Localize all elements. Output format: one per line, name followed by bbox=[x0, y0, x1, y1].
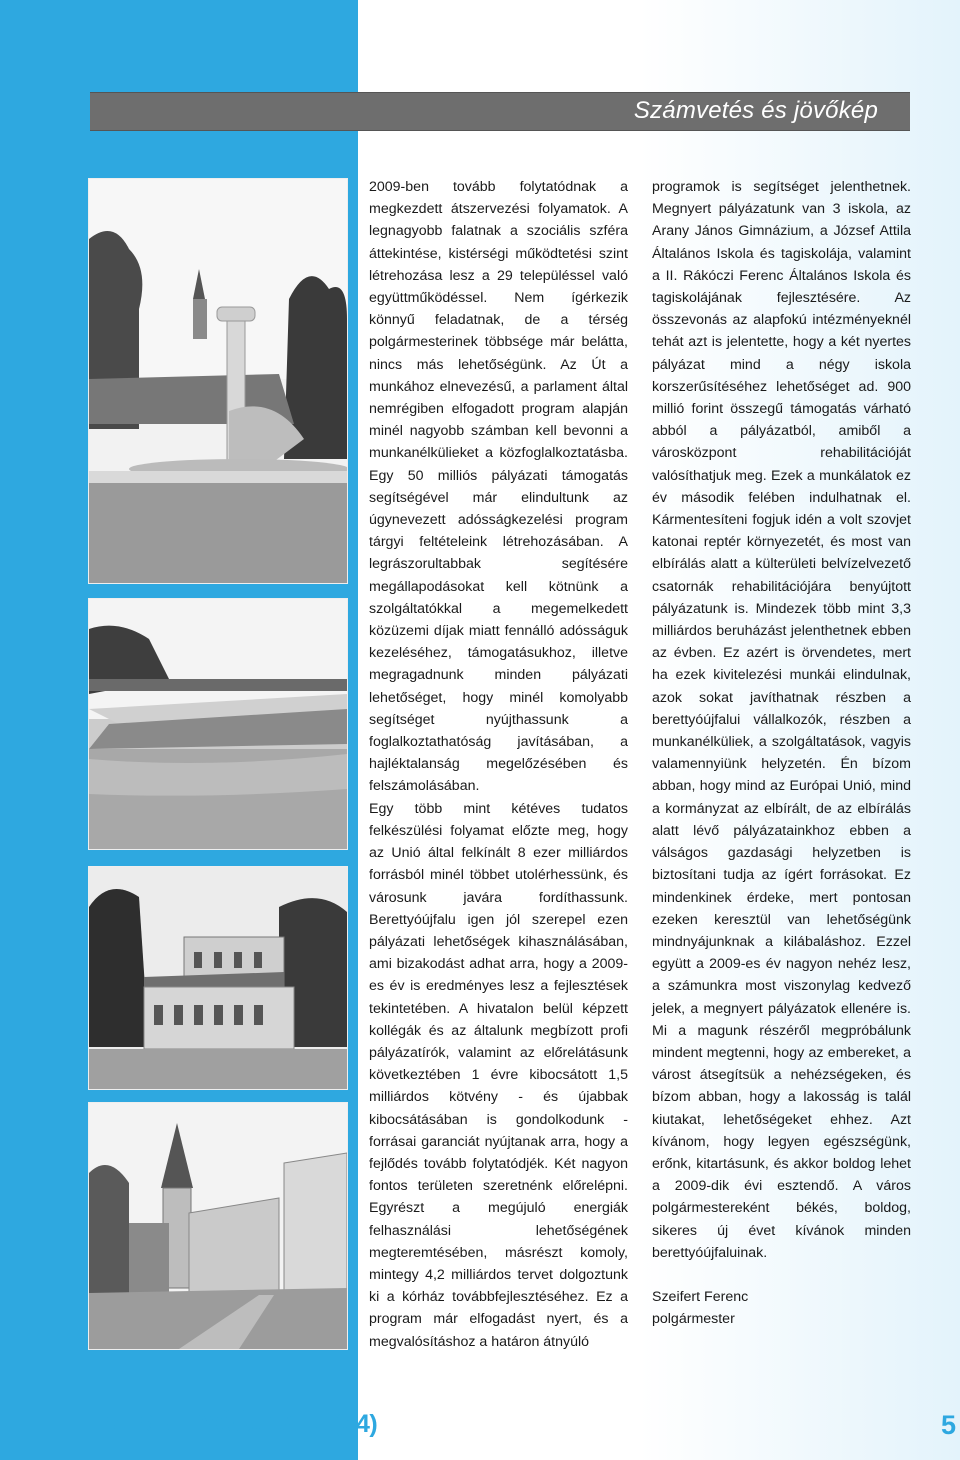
article-paragraph: programok is segítséget jelenthetnek. Megnyert pályázatunk van 3 iskola, az Arany János Gimnázium, a József Attila Általános Iskola és tagiskolája, valamint a II. Rákóczi Ferenc Általános Iskola és tagiskolájának fejlesztésére. Az összevonás az alapfokú intézményeknél tehát azt is jelentette, hogy a két nyertes pályázat mind a négy iskola korszerűsítéséhez lehetőséget ad. 900 millió forint összegű támogatás várható abból a pályázatból, amiből a városközpont rehabilitációját valósíthatjuk meg. Ezek a munkálatok ez év második felében indulhatnak el. Kármentesíteni fogjuk idén a volt szovjet katonai reptér környezetét, és most van elbírálás alatt a külterületi belvízelvezető csatornák rehabilitációjára benyújtott pályázatunk is. Mindezek több mint 3,3 milliárdos beruházást jelenthetnek ebben az évben. Ez azért is örvendetes, mert ha ezek kivitelezési munkái elindulnak, azok sokat javíthatnak részben a berettyóújfalui vállalkozók, részben a munkanélküliek, a szolgáltatások, vagyis valamennyiünk helyzetén. Én bízom abban, hogy mind az Európai Unió, mind a kormányzat az elbírált, de az elbírálás alatt lévő pályázatainkhoz ebben a válságos gazdasági helyzetben is biztosítani tudja az ígért forrásokat. Ez mindenkinek érdeke, mert pontosan ezeken keresztül van lehetőségünk mindnyájunknak a kilábaláshoz. Ezzel együtt a 2009-es év nagyon nehéz lesz, a számunkra most viszonylag kedvező jelek, a megnyert pályázatok ellenére is. Mi a magunk részéről megpróbálunk mindent megtenni, hogy az embereket, a várost átsegítsük a nehézségeken, és bízom abban, hogy a lakosság is talál kiutakat, lehetőségeket ehhez. Azt kívánom, hogy legyen egészségünk, erőnk, kitartásunk, és akkor boldog lehet a 2009-dik évi esztendő. A város polgármestereként békés, boldog, sikeres új évet kívánok minden berettyóújfaluinak. bbox=[652, 179, 911, 1261]
publication-footer: BERETTYÓÚJFALU (54) bbox=[102, 1410, 378, 1438]
article-paragraph: 2009-ben tovább folytatódnak a megkezdett átszervezési folyamatok. A legnagyobb falatnak a szociális szféra áttekintése, kistérségi működtetési szint létrehozása lesz a 29 településsel való együttműködéssel. Nem ígérkezik könnyű feladatnak, de a térség polgármesterinek többsége már belátta, nincs más lehetőségünk. Az Út a munkához elnevezésű, a parlament által nemrégiben elfogadott program alapján minél nagyobb számban kell bevonni a munkanélkülieket a közfoglalkoztatásba. Egy 50 milliós pályázati támogatás segítségével már elindultunk az úgynevezett adósságkezelési program tárgyi feltételeink létrehozásában. A legrászorultabbak segítésére megállapodásokat kell kötnünk a szolgáltatókkal a megemelkedett közüzemi díjak miatt fennálló adósságuk kezeléséhez, támogatásukhoz, illetve megragadnunk minden pályázati lehetőséget, hogy minél komolyabb segítséget nyújthassunk a foglalkoztathatóság javításában, a hajléktalanság megelőzésében és felszámolásában. bbox=[369, 179, 628, 795]
river-photo bbox=[88, 598, 348, 850]
signature-title: polgármester bbox=[652, 1311, 735, 1328]
monument-photo bbox=[88, 178, 348, 584]
article-column-middle bbox=[369, 176, 628, 1353]
article-paragraph: Egy több mint kétéves tudatos felkészülési folyamat előzte meg, hogy az Unió által felkínált 8 ezer milliárdos forrásból minél többet utolérhessünk, és városunk javára fordíthassunk. Berettyóújfalu igen jól szerepel ezen pályázati lehetőségek kihasználásában, ami bizakodást adhat arra, hogy a 2009-es év is eredményes lesz a fejlesztések tekintetében. A hivatalon belül képzett kollégák és az általunk megbízott profi pályázatírók, valamint az előrelátásunk következtében 1 évre kibocsátott 1,5 milliárdos kötvény - és újabbak kibocsátásában is gondolkodunk - forrásai garanciát nyújtanak arra, hogy a fejlődés tovább folytatódjék. Két nagyon fontos területen szeretnénk előrelépni. Egyrészt a megújuló energiák felhasználási lehetőségének megteremtésében, másrészt komoly, mintegy 4,2 milliárdos tervet dolgoztunk ki a kórház továbbfejlesztéséhez. Ez a program már elfogadást nyert, és a megvalósításhoz a határon átnyúló bbox=[369, 800, 628, 1350]
signature-name: Szeifert Ferenc bbox=[652, 1288, 749, 1305]
section-header-bar bbox=[90, 92, 910, 131]
section-title: Számvetés és jövőkép bbox=[633, 97, 878, 124]
station-building-photo bbox=[88, 866, 348, 1090]
page-number: 5 bbox=[940, 1410, 956, 1440]
article-column-right bbox=[652, 176, 911, 1330]
street-tower-photo bbox=[88, 1102, 348, 1350]
